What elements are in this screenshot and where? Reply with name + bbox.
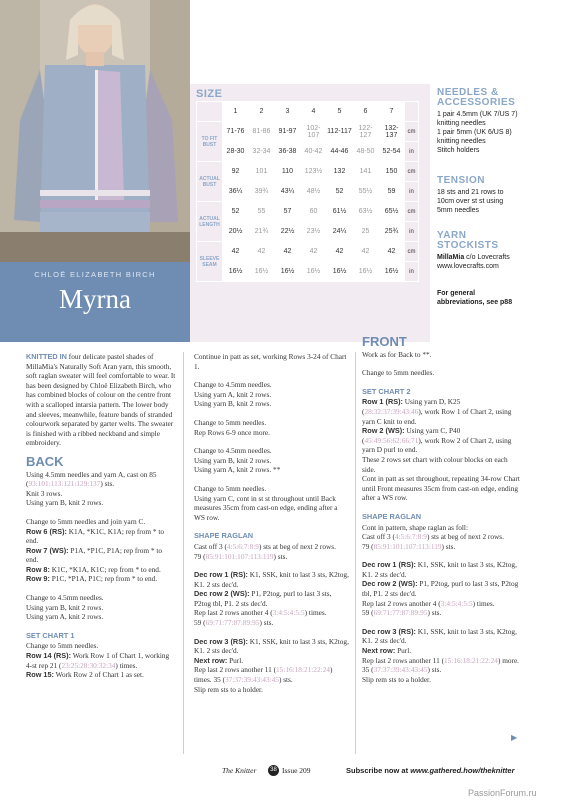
size-col-5: 5 xyxy=(327,102,353,122)
size-cell: 42 xyxy=(353,242,379,262)
size-cell: 60 xyxy=(301,202,327,222)
back-change-needles: Change to 4.5mm needles. Using yarn B, knit 2 rows. Using yarn A, knit 2 rows. xyxy=(26,593,104,622)
col2-block-5: Change to 5mm needles. Using yarn C, cont in st st throughout until Back measures 35cm from cast-on edge, ending after a WS row. xyxy=(194,483,338,522)
size-cell: 71-76 xyxy=(223,122,249,142)
back-set-chart-1: Change to 5mm needles. Row 14 (RS): Work Row 1 of Chart 1, working 4-st rep 21 (23:25:28:30:32:34) times. Row 15: Work Row 2 of Chart 1 as set. xyxy=(26,641,170,680)
size-cell: 57 xyxy=(275,202,301,222)
size-cell: 16½ xyxy=(353,262,379,282)
yarn-url[interactable]: www.lovecrafts.com xyxy=(437,263,499,270)
size-row-label: TO FIT BUST xyxy=(197,122,223,162)
set-chart-2-heading: SET CHART 2 xyxy=(362,386,411,396)
column-1 xyxy=(26,352,176,689)
size-cell: 22½ xyxy=(275,222,301,242)
size-cell: 43¼ xyxy=(275,182,301,202)
size-cell: 44-46 xyxy=(327,142,353,162)
shape-raglan-heading-front: SHAPE RAGLAN xyxy=(362,511,422,521)
column-3 xyxy=(362,335,522,693)
size-cell: 16½ xyxy=(379,262,405,282)
col2-block-2: Change to 4.5mm needles. Using yarn A, knit 2 rows. Using yarn B, knit 2 rows. xyxy=(194,380,272,409)
size-cell: 42 xyxy=(379,242,405,262)
size-cell: 16½ xyxy=(223,262,249,282)
column-divider-1 xyxy=(183,352,184,754)
footer xyxy=(0,766,566,798)
needles-list xyxy=(437,110,562,155)
abbrev-note: For general abbreviations, see p88 xyxy=(437,290,513,306)
tension-line: 5mm needles xyxy=(437,207,480,214)
back-heading: BACK xyxy=(26,453,64,469)
needles-line: Stitch holders xyxy=(437,147,480,154)
continue-chart-1: Continue in patt as set, working Rows 3-24 of Chart 1. xyxy=(194,352,347,371)
size-col-6: 6 xyxy=(353,102,379,122)
needles-heading: NEEDLES & ACCESSORIES xyxy=(437,87,516,108)
pattern-title: Myrna xyxy=(59,284,131,314)
needles-line: knitting needles xyxy=(437,120,486,127)
set-chart-1-heading: SET CHART 1 xyxy=(26,630,75,640)
size-cell: 40-42 xyxy=(301,142,327,162)
size-cell: 20½ xyxy=(223,222,249,242)
front-set-chart-2: Row 1 (RS): Using yarn D, K25 (28:32:37:39:43:46), work Row 1 of Chart 2, using yarn C knit to end. Row 2 (WS): Using yarn C, P40 (45:49:56:62:66:71), work Row 2 of Chart 2, using yarn D purl to end. These 2 rows set chart with colour blocks on each side. Cont in patt as set throughout, repeating 34-row Chart until Front measures 35cm from cast-on edge, ending after a WS row. xyxy=(362,397,520,503)
tension-section xyxy=(437,176,562,215)
back-cast-on: Using 4.5mm needles and yarn A, cast on 85 (93:101:113:121:129:137) sts. Knit 3 rows. Using yarn B, knit 2 rows. xyxy=(26,469,157,508)
size-cell: 52 xyxy=(223,202,249,222)
size-cell: 25 xyxy=(353,222,379,242)
page-number: 38 xyxy=(268,765,279,776)
needles-line: 1 pair 4.5mm (UK 7/US 7) xyxy=(437,111,518,118)
size-cell: 16½ xyxy=(327,262,353,282)
size-cell: 16½ xyxy=(301,262,327,282)
size-cell: 16½ xyxy=(249,262,275,282)
back-dec-rows: Dec row 1 (RS): K1, SSK, knit to last 3 sts, K2tog, K1. 2 sts dec'd. Dec row 2 (WS): P1, P2tog, purl to last 3 sts, P2tog tbl, P1. 2 sts dec'd. Rep last 2 rows another 4 (3:4:5:4:5:5) times. 59 (69:71:77:87:89:95) sts. xyxy=(194,570,349,628)
size-row-label: ACTUAL LENGTH xyxy=(197,202,223,242)
size-cell: 36¼ xyxy=(223,182,249,202)
front-dec-row-3: Dec row 3 (RS): K1, SSK, knit to last 3 sts, K2tog, K1. 2 sts dec'd. Next row: Purl. Rep last 2 rows another 11 (15:16:18:21:22:24) more. 35 (37:37:39:43:43:45) sts. Slip rem sts to a holder. xyxy=(362,626,520,684)
column-2 xyxy=(194,352,350,703)
size-cell: 52-54 xyxy=(379,142,405,162)
size-unit-in: in xyxy=(405,142,419,162)
size-col-3: 3 xyxy=(275,102,301,122)
size-cell: 123½ xyxy=(301,162,327,182)
watermark: PassionForum.ru xyxy=(468,788,537,798)
size-cell: 28-30 xyxy=(223,142,249,162)
size-col-1: 1 xyxy=(223,102,249,122)
model-photo xyxy=(0,0,190,262)
back-raglan-cast-off: Cast off 3 (4:5:6:7:8:9) sts at beg of next 2 rows. 79 (85:91:101:107:113:119) sts. xyxy=(194,541,336,561)
footer-issue: Issue 209 xyxy=(282,766,311,775)
size-cell: 91-97 xyxy=(275,122,301,142)
yarn-section: YARN STOCKISTS MillaMia c/o Lovecrafts www.lovecrafts.com xyxy=(437,231,562,271)
size-cell: 42 xyxy=(249,242,275,262)
tension-line: 10cm over st st using xyxy=(437,198,504,205)
col2-block-3: Change to 5mm needles. Rep Rows 6-9 once more. xyxy=(194,417,270,437)
size-cell: 132 xyxy=(327,162,353,182)
shape-raglan-heading-back: SHAPE RAGLAN xyxy=(194,531,254,541)
tension-text xyxy=(437,188,562,215)
size-row-label: SLEEVE SEAM xyxy=(197,242,223,282)
size-cell: 132-137 xyxy=(379,122,405,142)
yarn-heading: YARN STOCKISTS xyxy=(437,230,499,251)
size-cell: 42 xyxy=(327,242,353,262)
needles-section xyxy=(437,88,562,155)
column-divider-2 xyxy=(355,352,356,754)
size-col-2: 2 xyxy=(249,102,275,122)
front-change-needles: Change to 5mm needles. xyxy=(362,368,435,378)
size-col-7: 7 xyxy=(379,102,405,122)
size-cell: 61½ xyxy=(327,202,353,222)
size-cell: 81-86 xyxy=(249,122,275,142)
size-cell: 16½ xyxy=(275,262,301,282)
footer-subscribe: Subscribe now at www.gathered.how/theknitter xyxy=(346,766,515,775)
size-cell: 122-127 xyxy=(353,122,379,142)
intro-paragraph: KNITTED IN four delicate pastel shades of MillaMia's Naturally Soft Aran yarn, this smooth, soft raglan sweater will feel comfortable to wear. It has been designed by Chloë Elizabeth Birch, who has combined blocks of colour on the centre front with a scalloped intarsia pattern. The lower body and sleeves, meanwhile, feature bands of stranded colourwork separated by garter welts. The sweater is finished with a ribbed neckband and simple embroidery. xyxy=(26,352,176,448)
size-header-blank xyxy=(197,102,223,122)
size-unit-in: in xyxy=(405,222,419,242)
footer-magazine: The Knitter xyxy=(222,766,257,775)
size-cell: 55½ xyxy=(353,182,379,202)
size-cell: 42 xyxy=(275,242,301,262)
size-cell: 110 xyxy=(275,162,301,182)
size-cell: 24¼ xyxy=(327,222,353,242)
subscribe-link[interactable]: www.gathered.how/theknitter xyxy=(410,766,515,775)
yarn-brand: MillaMia xyxy=(437,254,465,261)
front-intro: Work as for Back to **. xyxy=(362,349,432,359)
size-unit-cm: cm xyxy=(405,162,419,182)
designer-name: CHLOË ELIZABETH BIRCH xyxy=(34,270,156,279)
size-cell: 52 xyxy=(327,182,353,202)
size-cell: 23½ xyxy=(301,222,327,242)
tension-line: 18 sts and 21 rows to xyxy=(437,189,504,196)
size-cell: 42 xyxy=(301,242,327,262)
back-rows-6-9: Change to 5mm needles and join yarn C. Row 6 (RS): K1A, *K1C, K1A; rep from * to end. Row 7 (WS): P1A, *P1C, P1A; rep from * to end. Row 8: K1C, *K1A, K1C; rep from * to end. Row 9: P1C, *P1A, P1C; rep from * to end. xyxy=(26,516,165,584)
size-cell: 101 xyxy=(249,162,275,182)
front-dec-rows: Dec row 1 (RS): K1, SSK, knit to last 3 sts, K2tog, K1. 2 sts dec'd. Dec row 2 (WS): P1, P2tog, purl to last 3 sts, P2tog tbl, P1. 2 sts dec'd. Rep last 2 rows another 4 (3:4:5:4:5:5) times. 59 (69:71:77:87:89:95) sts. xyxy=(362,560,519,618)
size-cell: 39¾ xyxy=(249,182,275,202)
size-table xyxy=(196,101,419,282)
size-unit-in: in xyxy=(405,262,419,282)
size-cell: 63½ xyxy=(353,202,379,222)
size-cell: 141 xyxy=(353,162,379,182)
tension-heading: TENSION xyxy=(437,175,485,186)
size-cell: 32-34 xyxy=(249,142,275,162)
size-cell: 65½ xyxy=(379,202,405,222)
size-cell: 42 xyxy=(223,242,249,262)
needles-line: 1 pair 5mm (UK 6/US 8) xyxy=(437,129,512,136)
back-dec-row-3: Dec row 3 (RS): K1, SSK, knit to last 3 sts, K2tog, K1. 2 sts dec'd. Next row: Purl. Rep last 2 rows another 11 (15:16:18:21:22:24) times. 35 (37:37:39:43:43:45) sts. Slip rem sts to a holder. xyxy=(194,636,349,694)
size-cell: 59 xyxy=(379,182,405,202)
size-row-label: ACTUAL BUST xyxy=(197,162,223,202)
size-cell: 48-50 xyxy=(353,142,379,162)
model-illustration xyxy=(0,0,190,262)
size-cell: 55 xyxy=(249,202,275,222)
size-cell: 48½ xyxy=(301,182,327,202)
size-cell: 21¾ xyxy=(249,222,275,242)
size-cell: 112-117 xyxy=(327,122,353,142)
size-col-4: 4 xyxy=(301,102,327,122)
col2-block-4: Change to 4.5mm needles. Using yarn B, knit 2 rows. Using yarn A, knit 2 rows. ** xyxy=(194,446,281,475)
front-raglan: Cont in pattern, shape raglan as foll: Cast off 3 (4:5:6:7:8:9) sts at beg of next 2 rows. 79 (85:91:101:107:113:119) sts. xyxy=(362,522,504,551)
size-cell: 36-38 xyxy=(275,142,301,162)
size-unit-cm: cm xyxy=(405,242,419,262)
size-cell: 92 xyxy=(223,162,249,182)
size-cell: 102-107 xyxy=(301,122,327,142)
size-cell: 150 xyxy=(379,162,405,182)
size-unit-cm: cm xyxy=(405,122,419,142)
size-unit-in: in xyxy=(405,182,419,202)
title-box xyxy=(0,262,190,342)
front-heading: FRONT xyxy=(362,334,407,349)
unit-blank xyxy=(405,102,419,122)
size-unit-cm: cm xyxy=(405,202,419,222)
size-heading: SIZE xyxy=(196,88,223,100)
size-cell: 25¾ xyxy=(379,222,405,242)
needles-line: knitting needles xyxy=(437,138,486,145)
continue-arrow-icon[interactable]: ▶ xyxy=(511,733,518,742)
